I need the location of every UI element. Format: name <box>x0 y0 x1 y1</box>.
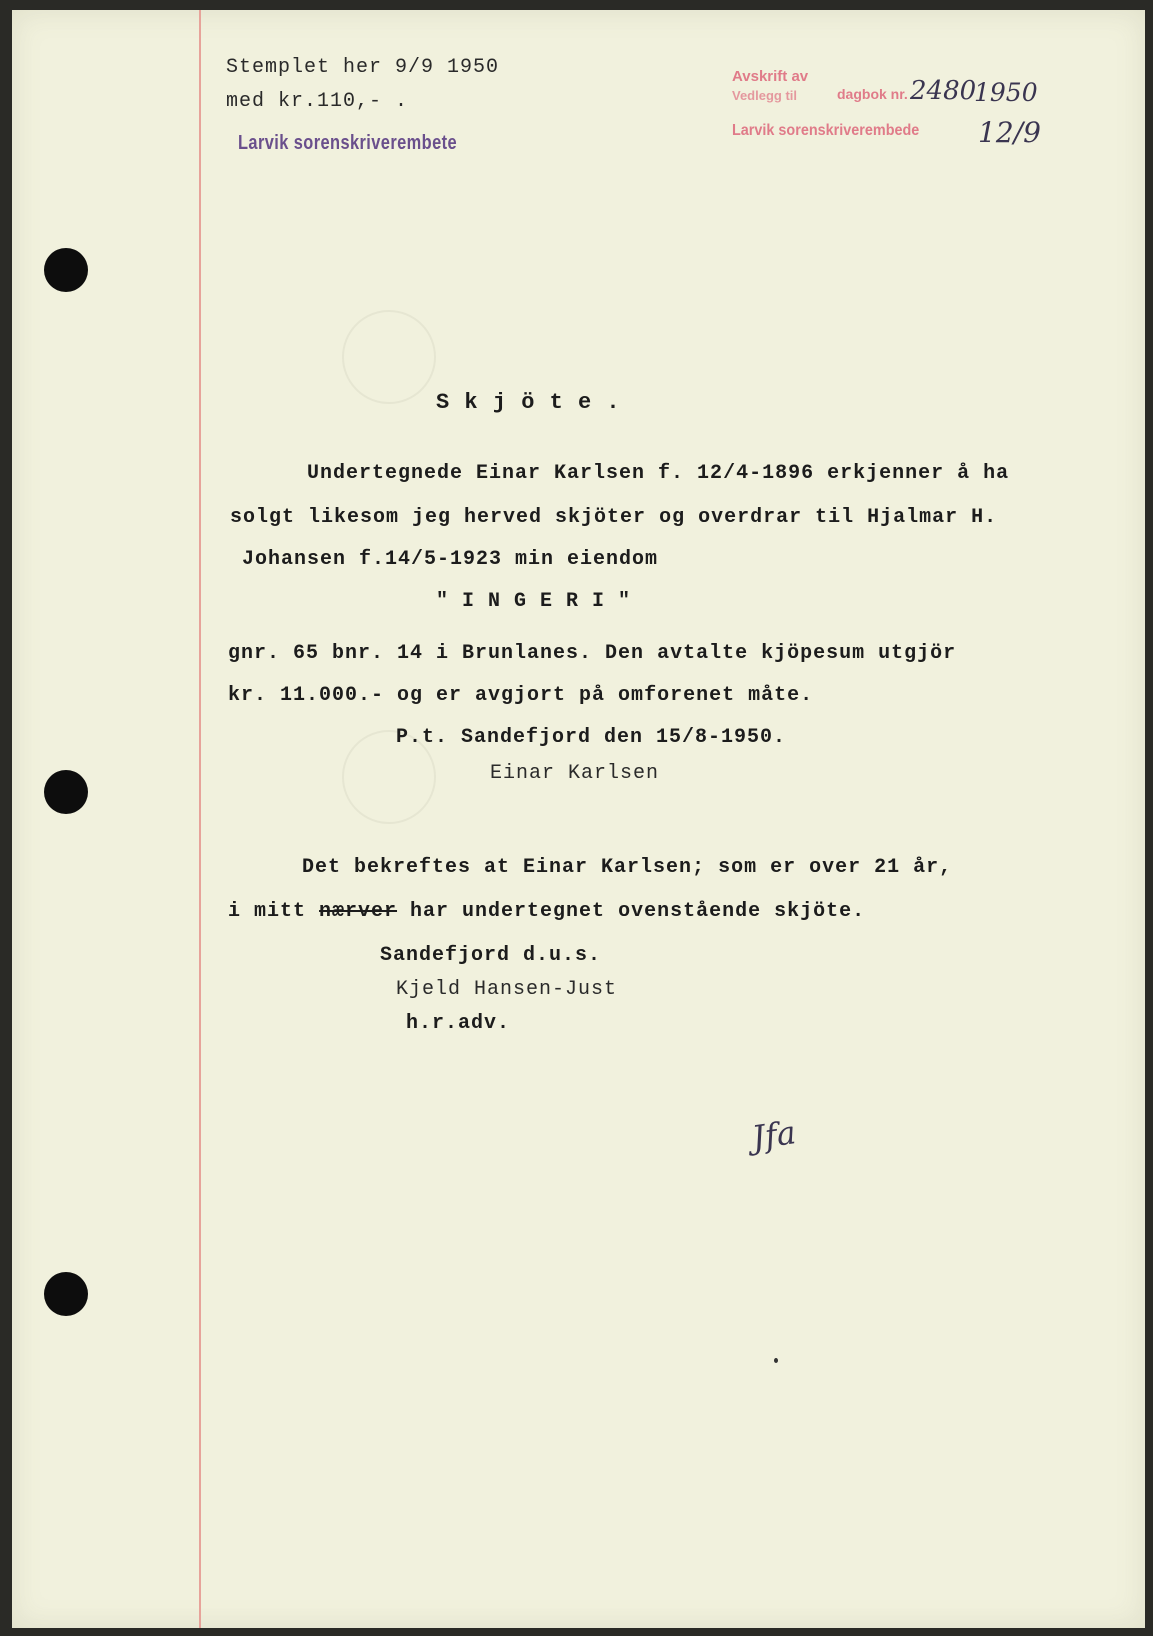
ink-dot <box>774 1358 778 1363</box>
ghost-mark <box>342 310 436 404</box>
red-stamp-line-2: Vedlegg til <box>732 88 798 103</box>
witness-line-2: i mitt nærver har undertegnet ovenstående skjöte. <box>228 900 866 923</box>
deed-line: Undertegnede Einar Karlsen f. 12/4-1896 erkjenner å ha <box>307 462 1010 485</box>
witness-title: h.r.adv. <box>406 1012 511 1035</box>
stamp-line-1: Stemplet her 9/9 1950 <box>226 56 500 79</box>
handwritten-initials: Jfa <box>749 1113 799 1157</box>
witness-name: Kjeld Hansen-Just <box>396 978 618 1001</box>
deed-line: solgt likesom jeg herved skjöter og overdrar til Hjalmar H. <box>230 506 998 529</box>
struck-word: nærver <box>319 900 398 923</box>
document-page <box>12 10 1145 1628</box>
red-stamp-office: Larvik sorenskriverembede <box>732 122 920 139</box>
punch-hole-bottom <box>44 1272 88 1316</box>
deed-line: kr. 11.000.- og er avgjort på omforenet måte. <box>228 684 814 707</box>
witness-line-1: Det bekreftes at Einar Karlsen; som er over 21 år, <box>302 856 953 879</box>
office-stamp-left: Larvik sorenskriverembete <box>238 132 458 154</box>
margin-line <box>199 10 201 1628</box>
journal-date: 12/9 <box>978 116 1041 149</box>
red-stamp-dagbok: dagbok nr. <box>837 86 908 102</box>
witness-place: Sandefjord d.u.s. <box>380 944 602 967</box>
deed-signer: Einar Karlsen <box>490 762 660 785</box>
deed-line: gnr. 65 bnr. 14 i Brunlanes. Den avtalte kjöpesum utgjör <box>228 642 957 665</box>
journal-number: 2480 <box>910 76 977 106</box>
deed-title: S k j ö t e . <box>436 390 621 415</box>
stamp-line-2: med kr.110,- . <box>226 90 409 113</box>
property-name: " I N G E R I " <box>436 590 632 613</box>
deed-line: Johansen f.14/5-1923 min eiendom <box>242 548 659 571</box>
deed-place-date: P.t. Sandefjord den 15/8-1950. <box>396 726 787 749</box>
journal-year: 1950 <box>974 78 1038 107</box>
punch-hole-top <box>44 248 88 292</box>
red-stamp-line-1: Avskrift av <box>732 68 809 85</box>
punch-hole-middle <box>44 770 88 814</box>
